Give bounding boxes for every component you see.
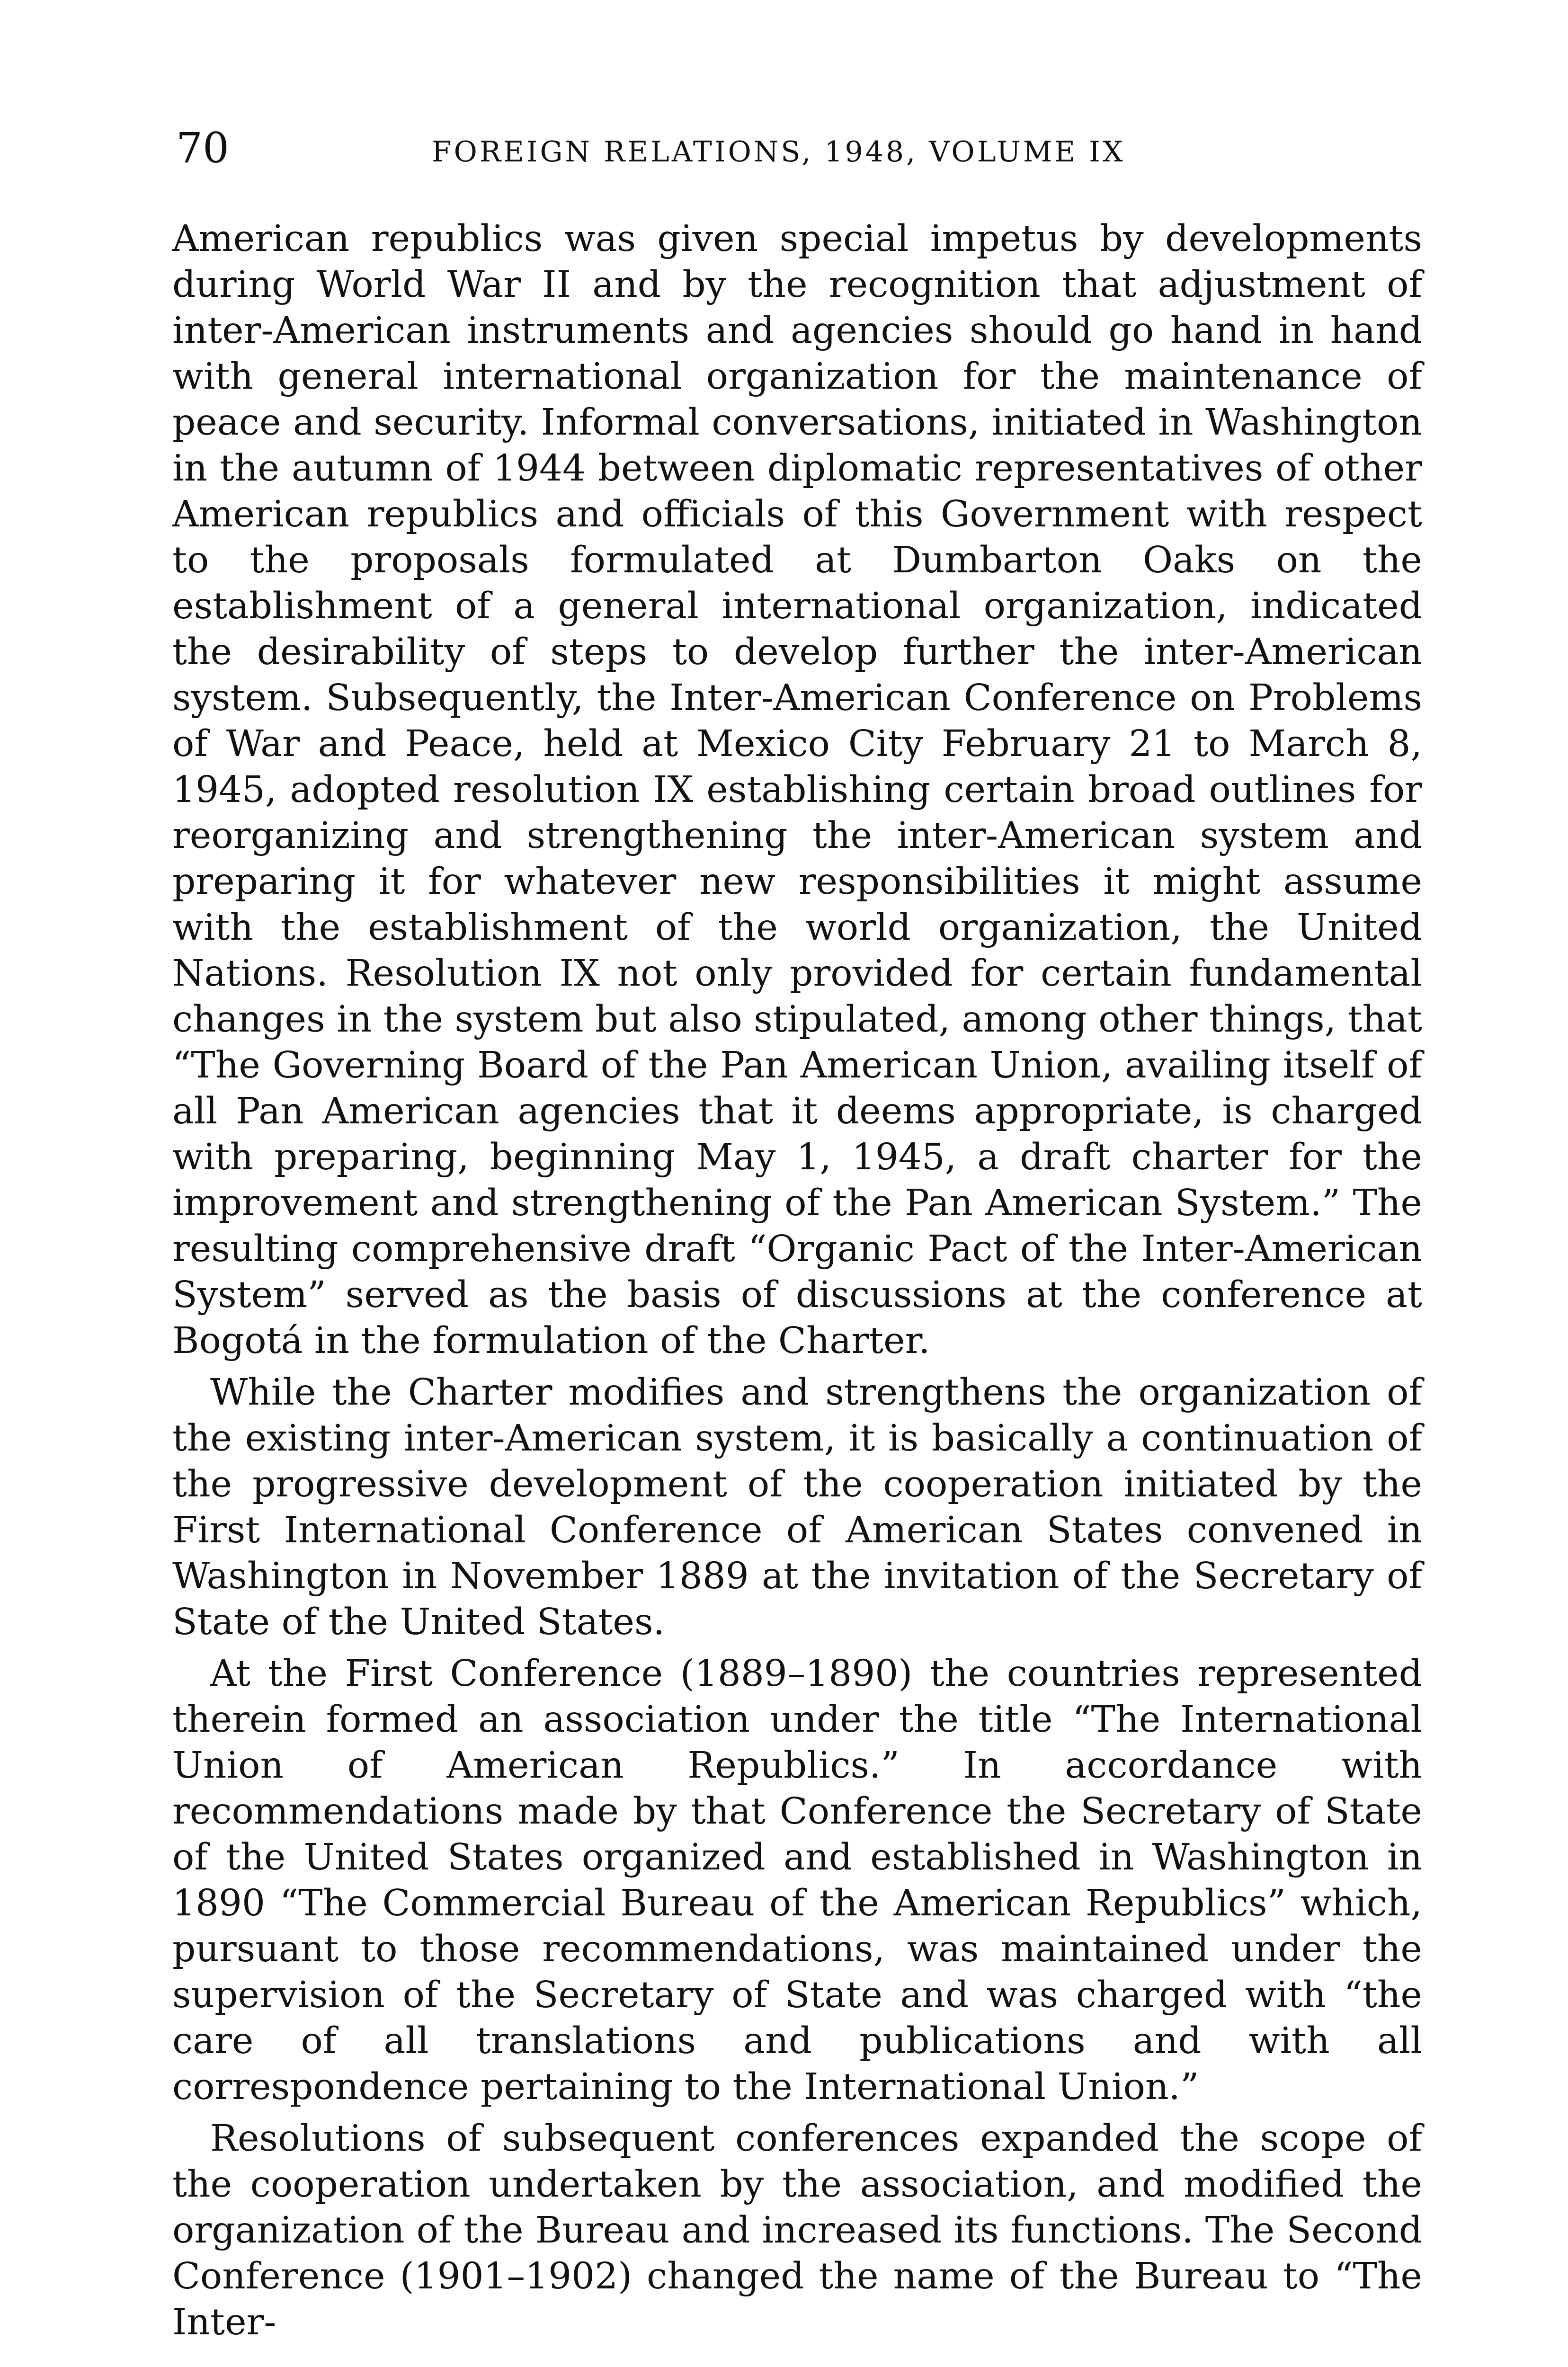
running-head	[176, 122, 1435, 174]
paragraph-charter-continuation: While the Charter modifies and strengthens the organization of the existing inter-American system, it is basically a continuation of the progressive development of the cooperation initiated by the First International Conference of American States convened in Washington in November 1889 at the invitation of the Secretary of State of the United States.	[172, 1371, 1422, 1643]
paragraph-first-conference: At the First Conference (1889–1890) the countries represented therein formed an association under the title “The International Union of American Republics.” In accordance with recommendations made by that Conference the Secretary of State of the United States organized and established in Washington in 1890 “The Commercial Bureau of the American Republics” which, pursuant to those recommendations, was maintained under the supervision of the Secretary of State and was charged with “the care of all translations and publications and with all correspondence pertaining to the International Union.”	[172, 1653, 1422, 2108]
running-title: FOREIGN RELATIONS, 1948, VOLUME IX	[432, 135, 1125, 169]
paragraph-continued: American republics was given special impetus by developments during World War II and by the recognition that adjustment of inter-American instruments and agencies should go hand in hand with general international organization for the maintenance of peace and security. Informal conversations, initiated in Washington in the autumn of 1944 between diplomatic representatives of other American republics and officials of this Government with respect to the proposals formulated at Dumbarton Oaks on the establishment of a general international organization, indicated the desirability of steps to develop further the inter-American system. Subsequently, the Inter-American Conference on Problems of War and Peace, held at Mexico City February 21 to March 8, 1945, adopted resolution IX establishing certain broad outlines for reorganizing and strengthening the inter-American system and preparing it for whatever new responsibilities it might assume with the establishment of the world organization, the United Nations. Resolution IX not only provided for certain fundamental changes in the system but also stipulated, among other things, that “The Governing Board of the Pan American Union, availing itself of all Pan American agencies that it deems appropriate, is charged with preparing, beginning May 1, 1945, a draft charter for the improvement and strengthening of the Pan American System.” The resulting comprehensive draft “Organic Pact of the Inter-American System” served as the basis of discussions at the conference at Bogotá in the formulation of the Charter.	[172, 218, 1422, 1362]
page-number: 70	[176, 124, 229, 172]
paragraph-subsequent-conferences: Resolutions of subsequent conferences expanded the scope of the cooperation undertaken by the association, and modified the organization of the Bureau and increased its functions. The Second Conference (1901–1902) changed the name of the Bureau to “The Inter-	[172, 2118, 1422, 2343]
body-text	[172, 216, 1422, 2351]
